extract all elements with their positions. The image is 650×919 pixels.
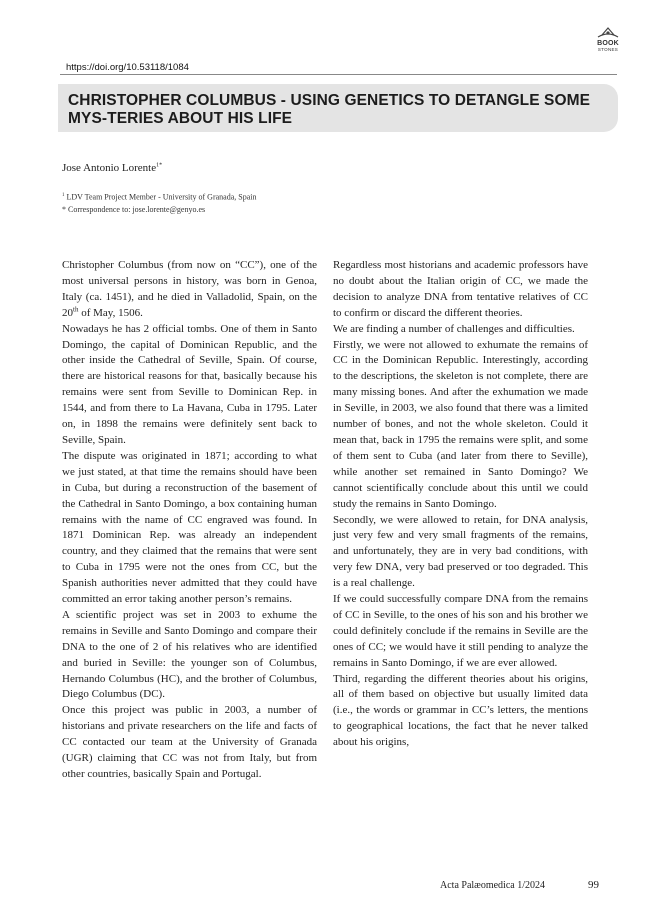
paragraph <box>62 258 317 322</box>
paragraph: A scientific project was set in 2003 to exhume the remains in Seville and Santo Domingo and compare their DNA to the one of 2 of his relatives who are identified and buried in Seville: the younger son of Columbus, Hernando Columbus (HC), and the brother of Columbus, Diego Columbus (DC). <box>62 608 317 701</box>
affiliation-mark: 1 <box>62 193 65 198</box>
paragraph-text: of May, 1506. <box>78 306 143 319</box>
article-title: CHRISTOPHER COLUMBUS - USING GENETICS TO DETANGLE SOME MYS-TERIES ABOUT HIS LIFE <box>68 92 591 127</box>
paragraph: Once this project was public in 2003, a number of historians and private researchers on the life and facts of CC contacted our team at the University of Granada (UGR) claiming that CC was not from Italy, but from other countries, basically Spain and Portugal. <box>62 704 317 780</box>
paragraph: Third, regarding the different theories about his origins, all of them based on objective but usually limited data (i.e., the words or grammar in CC’s letters, the mentions to geographical locations, the fact that he never talked about his origins, <box>333 672 588 749</box>
paragraph: The dispute was originated in 1871; according to what we just stated, at that time the remains should have been in Cuba, but during a reconstruction of the basement of the Cathedral in Santo Domingo, a box containing human remains with the name of CC engraved was found. In 1871 Dominican Rep. was already an independent country, and they claimed that the remains that were sent to Cuba in 1795 were not the ones from CC, but the Spanish authorities never admitted that they could have committed an error taking another person’s remains. <box>62 449 317 606</box>
superscript: th <box>73 305 79 314</box>
paragraph: Regardless most historians and academic professors have no doubt about the Italian origin of CC, we made the decision to analyze DNA from tentative relatives of CC to confirm or discard the different theories. <box>333 259 588 319</box>
paragraph: If we could successfully compare DNA from the remains of CC in Seville, to the ones of his son and his brother we could definitely conclude if the remains in Seville are the ones of CC; we would have it still pending to analyze the remains in Santo Domingo, if we are ever allowed. <box>333 593 588 669</box>
body-column-left <box>62 258 317 783</box>
logo-text: BOOK <box>597 40 619 47</box>
body-column-right <box>333 258 588 751</box>
book-stones-logo-icon <box>596 26 620 40</box>
paragraph-text: Christopher Columbus (from now on “CC”), one of the most universal persons in history, was born in Genoa, Italy (ca. 1451), and he died in Valladolid, Spain, on the 20 <box>62 259 317 319</box>
author-line <box>62 162 162 174</box>
author-marks: 1* <box>156 162 163 169</box>
book-stones-logo <box>591 26 625 53</box>
correspondence <box>62 204 256 216</box>
author-name: Jose Antonio Lorente <box>62 162 157 174</box>
correspondence-text: * Correspondence to: jose.lorente@genyo.es <box>62 204 206 214</box>
page-number: 99 <box>588 879 599 891</box>
paragraph: Nowadays he has 2 official tombs. One of them in Santo Domingo, the capital of Dominican Republic, and the other inside the Cathedral of Seville, Spain. Of course, there are historical reasons for that, basically because his remains were sent from Seville to Dominican Rep. in 1544, and from there to La Havana, Cuba in 1795. Later on, in 1898 the remains were definitely sent back to Seville, Spain. <box>62 322 317 446</box>
affiliation-1 <box>62 190 256 204</box>
title-box <box>58 84 618 132</box>
affiliations <box>62 190 256 216</box>
paragraph: Firstly, we were not allowed to exhumate the remains of CC in the Dominican Republic. Interestingly, according to the descriptions, the skeleton is not complete, there are many missing bones. And after the exhumation we made in Seville, in 2003, we also found that there was a limited number of bones, and not the whole skeleton. Could it mean that, back in 1795 the remains were split, and some of them sent to Cuba (and later from there to Seville), while another set remained in Santo Domingo? We cannot scientifically conclude about this until we could study the remains in Santo Domingo. <box>333 338 588 510</box>
journal-footer: Acta Palæomedica 1/2024 <box>440 880 545 891</box>
doi-link[interactable]: https://doi.org/10.53118/1084 <box>66 62 189 73</box>
logo-subtext: STONES <box>597 47 619 52</box>
affiliation-text: LDV Team Project Member - University of Granada, Spain <box>66 192 257 202</box>
paragraph: Secondly, we were allowed to retain, for DNA analysis, just very few and very small fragments of the remains, and unfortunately, they are in very bad conditions, with very few DNA, very bad preserved or too degraded. This is a real challenge. <box>333 513 588 590</box>
header-rule <box>60 74 617 75</box>
paragraph: We are finding a number of challenges and difficulties. <box>333 322 575 335</box>
